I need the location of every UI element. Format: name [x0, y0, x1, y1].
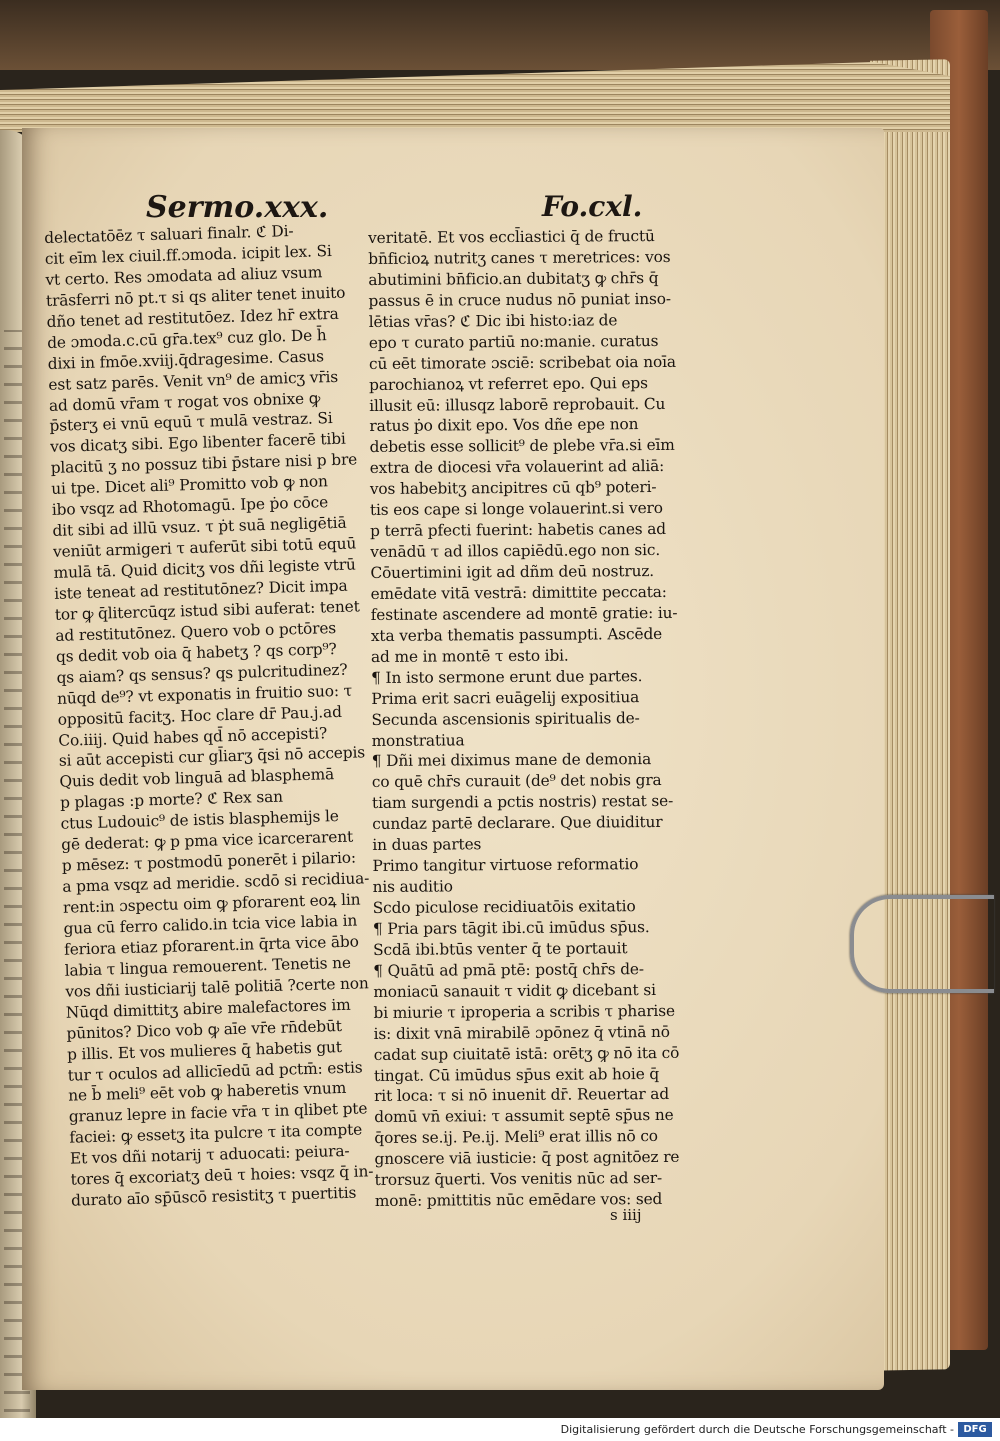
text-line: bi miurie τ iproperia a scribis τ pharise: [373, 1001, 675, 1022]
text-line: trāsferri nō pt.τ si qs aliter tenet inuito: [45, 283, 346, 310]
text-line: domū vn̄ exiui: τ assumit septē sp̄us ne: [374, 1106, 674, 1127]
text-line: granuz lepre in facie vr̄a τ in qlibet pte: [68, 1099, 368, 1127]
text-line: faciei: ꝙ essetʒ ita pulcre τ ita compte: [69, 1120, 363, 1147]
text-line: rent:in ɔspectu oim ꝙ pforarent eoꝝ lin: [62, 890, 361, 917]
text-line: ad restitutōnez. Quero vob o pctōres: [55, 618, 337, 645]
text-line: p̄sterʒ ei vnū equū τ mulā vestraz. Si: [49, 409, 333, 436]
text-line: qs dedit vob oia q̄ habetʒ ? qs corp⁹?: [55, 639, 337, 666]
text-line: festinate ascendere ad montē gratie: iu-: [370, 603, 678, 624]
text-line: emēdate vitā vestrā: dimittite peccata:: [370, 582, 667, 603]
text-line: ratus ṗo dixit epo. Vos dñe epe non: [369, 415, 639, 436]
text-line: Scdo piculose recidiuatōis exitatio: [372, 897, 636, 917]
text-line: q̄ores se.ij. Pe.ij. Meli⁹ erat illis nō co: [374, 1127, 658, 1148]
text-line: ad domū vr̄am τ rogat vos obnixe ꝙ: [48, 388, 321, 415]
top-page-edges: [0, 62, 950, 132]
text-line: Secunda ascensionis spiritualis de-: [371, 708, 640, 729]
text-line: dixi in fmōe.xviij.q̄dragesime. Casus: [47, 346, 325, 373]
text-line: tores q̄ excoriatʒ deū τ hoies: vsqz q̄ in-: [70, 1162, 374, 1189]
text-line: ui tpe. Dicet ali⁹ Promitto vob ꝙ non: [51, 472, 328, 499]
text-line: Et vos dñi notarij τ aduocati: peiura-: [69, 1142, 350, 1168]
text-line: co quē chr̄s curauit (de⁹ det nobis gra: [371, 771, 662, 792]
text-line: vos dñi iusticiarij talē politiā ?certe non: [65, 973, 369, 1001]
text-line: Scdā ibi.btūs venter q̄ te portauit: [372, 939, 628, 959]
text-line: ¶ Dñi mei diximus mane de demonia: [371, 750, 652, 771]
text-line: dño tenet ad restitutōez. Idez hr̄ extra: [46, 304, 339, 331]
text-line: venādū τ ad illos capiēdū.ego non sic.: [370, 541, 661, 562]
text-line: ctus Ludouic⁹ de istis blasphemijs le: [60, 807, 339, 834]
text-line: veniūt armigeri τ auferūt sibi totū equū: [52, 534, 357, 561]
text-line: durato aīo sp̄ūscō resistitʒ τ puertitis: [70, 1183, 357, 1210]
text-line: a pma vsqz ad meridie. scdō si recidiua-: [62, 869, 370, 896]
text-line: si aūt accepisti cur gl̄iarʒ q̄si nō accepis: [58, 743, 366, 771]
credit-bar: [0, 1418, 1000, 1441]
text-line: abutimini bn̄ficio.an dubitatʒ ꝙ chr̄s q̄: [368, 268, 659, 289]
text-line: veritatē. Et vos eccl̄iastici q̄ de fructū: [368, 226, 655, 247]
text-line: gnoscere viā iusticie: q̄ post agnitōez re: [374, 1148, 680, 1169]
text-line: gua cū ferro calido.in tcia vice labia in: [63, 911, 358, 938]
credit-text: Digitalisierung gefördert durch die Deutsche Forschungsgemeinschaft -: [560, 1423, 954, 1436]
page-clip: [850, 895, 994, 993]
text-line: nūqd de⁹? vt exponatis in fruitio suo: τ: [56, 681, 353, 708]
text-line: vos habebitʒ ancipitres cū qb⁹ poteri-: [369, 478, 657, 499]
text-line: oppositū facitʒ. Hoc clare dr̄ Pau.j.ad: [57, 702, 343, 729]
text-line: p plagas :p morte? ℭ Rex san: [59, 787, 284, 813]
text-line: in duas partes: [372, 835, 482, 855]
text-line: cadat sup ciuitatē istā: orētʒ ꝙ nō ita cō: [373, 1043, 680, 1064]
text-line: moniacū sanauit τ vidit ꝙ dicebant si: [373, 980, 656, 1001]
text-line: lētias vr̄as? ℭ Dic ibi histo:iaz de: [368, 311, 618, 331]
background: [0, 0, 1000, 70]
folio-number: Fo.cxl.: [542, 190, 643, 223]
text-line: is: dixit vnā mirabilē ɔpōnez q̄ vtinā nō: [373, 1022, 670, 1043]
printed-page: [22, 128, 884, 1390]
running-head: Sermo.xxx.: [146, 190, 329, 225]
text-line: monstratiua: [371, 730, 465, 750]
text-line: Cōuertimini igit ad dñm deū nostruz.: [370, 562, 655, 582]
text-line: xta verba thematis passumpti. Ascēde: [370, 624, 663, 645]
text-line: rit loca: τ si nō inuenit dr̄. Reuertar ad: [373, 1085, 670, 1106]
text-line: Primo tangitur virtuose reformatio: [372, 855, 639, 876]
signature-mark: s iiij: [610, 1206, 642, 1224]
text-line: de ɔmoda.c.cū gr̄a.tex⁹ cuz glo. De h̄: [46, 325, 327, 352]
text-line: extra de diocesi vr̄a volauerint ad aliā:: [369, 457, 665, 478]
text-line: tingat. Cū imūdus sp̄us exit ab hoie q̄: [373, 1064, 660, 1085]
text-line: monē: pmittitis nūc emēdare vos: sed: [374, 1190, 663, 1211]
text-line: ¶ Quātū ad pmā ptē: postq̄ chr̄s de-: [373, 959, 644, 980]
text-column-right: [368, 226, 711, 1212]
text-line: feriora etiaz pforarent.in q̄rta vice ābo: [63, 932, 359, 959]
text-line: ¶ Pria pars tāgit ibi.cū imūdus sp̄us.: [372, 917, 650, 938]
text-line: gē dederat: ꝙ p pma vice icarcerarent: [60, 827, 354, 854]
text-line: p illis. Et vos mulieres q̄ habetis gut: [66, 1037, 343, 1064]
text-line: cundaz partē declarare. Que diuiditur: [372, 813, 663, 834]
text-line: mulā tā. Quid dicitʒ vos dñi legiste vtrū: [53, 555, 356, 582]
text-column-left: [44, 219, 401, 1212]
text-line: est satz parēs. Venit vn⁹ de amicʒ vr̄is: [48, 367, 339, 394]
text-line: passus ē in cruce nudus nō puniat inso-: [368, 289, 671, 310]
text-line: vt certo. Res ɔmodata ad aliuz vsum: [45, 263, 323, 289]
text-line: Quis dedit vob linguā ad blasphemā: [59, 765, 335, 792]
text-line: dit sibi ad illū vsuz. τ ṗt suā negligētiā: [52, 513, 347, 541]
text-line: tis eos cape si longe volauerint.si vero: [369, 499, 663, 520]
text-line: delectatōēz τ saluari finalr. ℭ Di-: [44, 222, 294, 247]
text-line: cū eēt timorate ɔsciē: scribebat oia noīa: [368, 352, 676, 373]
text-line: ad me in montē τ esto ibi.: [370, 646, 569, 666]
text-line: nis auditio: [372, 877, 453, 897]
dfg-logo: DFG: [958, 1422, 992, 1437]
text-line: illusit eū: illusqz laborē reprobauit. Cu: [369, 394, 666, 415]
text-line: parochianoꝝ vt referret epo. Qui eps: [369, 373, 648, 394]
text-line: p mēsez: τ postmodū ponerēt i pilario:: [61, 848, 357, 875]
text-line: pūnitos? Dico vob ꝙ aīe vr̄e rn̄debūt: [66, 1016, 343, 1043]
text-line: epo τ curato partiū no:manie. curatus: [368, 331, 659, 352]
text-line: Co.iiij. Quid habes qd̄ nō accepisti?: [58, 723, 328, 750]
text-line: ne b̄ meli⁹ eēt vob ꝙ haberetis vnum: [67, 1079, 347, 1106]
text-line: vos dicatʒ sibi. Ego libenter facerē tibi: [49, 430, 346, 457]
text-line: tor ꝙ q̄litercūqz istud sibi auferat: tenet: [54, 597, 360, 624]
text-line: ¶ In isto sermone erunt due partes.: [371, 666, 643, 687]
text-line: tur τ oculos ad allicīedū ad pctm̄: estis: [67, 1057, 363, 1085]
text-line: Nūqd dimittitʒ abire malefactores im: [65, 995, 351, 1022]
text-line: Prima erit sacri euāgelij expositiua: [371, 687, 640, 708]
text-line: trorsuz q̄uerti. Vos venitis nūc ad ser-: [374, 1169, 663, 1190]
text-line: labia τ lingua remouerent. Tenetis ne: [64, 953, 352, 980]
text-line: debetis esse sollicit⁹ de plebe vr̄a.si eīm: [369, 436, 675, 457]
text-line: tiam surgendi a pctis nostris) restat se-: [371, 792, 674, 813]
text-line: placitū ʒ no possuz tibi p̄stare nisi p bre: [50, 450, 358, 478]
text-line: ibo vsqz ad Rhotomagū. Ipe ṗo cōce: [51, 493, 329, 520]
text-line: qs aiam? qs sensus? qs pulcritudinez?: [56, 660, 348, 687]
text-line: cit eīm lex ciuil.ff.ɔmoda. icipit lex. Si: [44, 241, 332, 268]
text-line: p terrā pfecti fuerint: habetis canes ad: [370, 520, 667, 541]
text-line: iste teneat ad restitutōnez? Dicit impa: [53, 576, 348, 603]
text-line: bn̄ficioꝝ nutritʒ canes τ meretrices: vos: [368, 247, 671, 268]
